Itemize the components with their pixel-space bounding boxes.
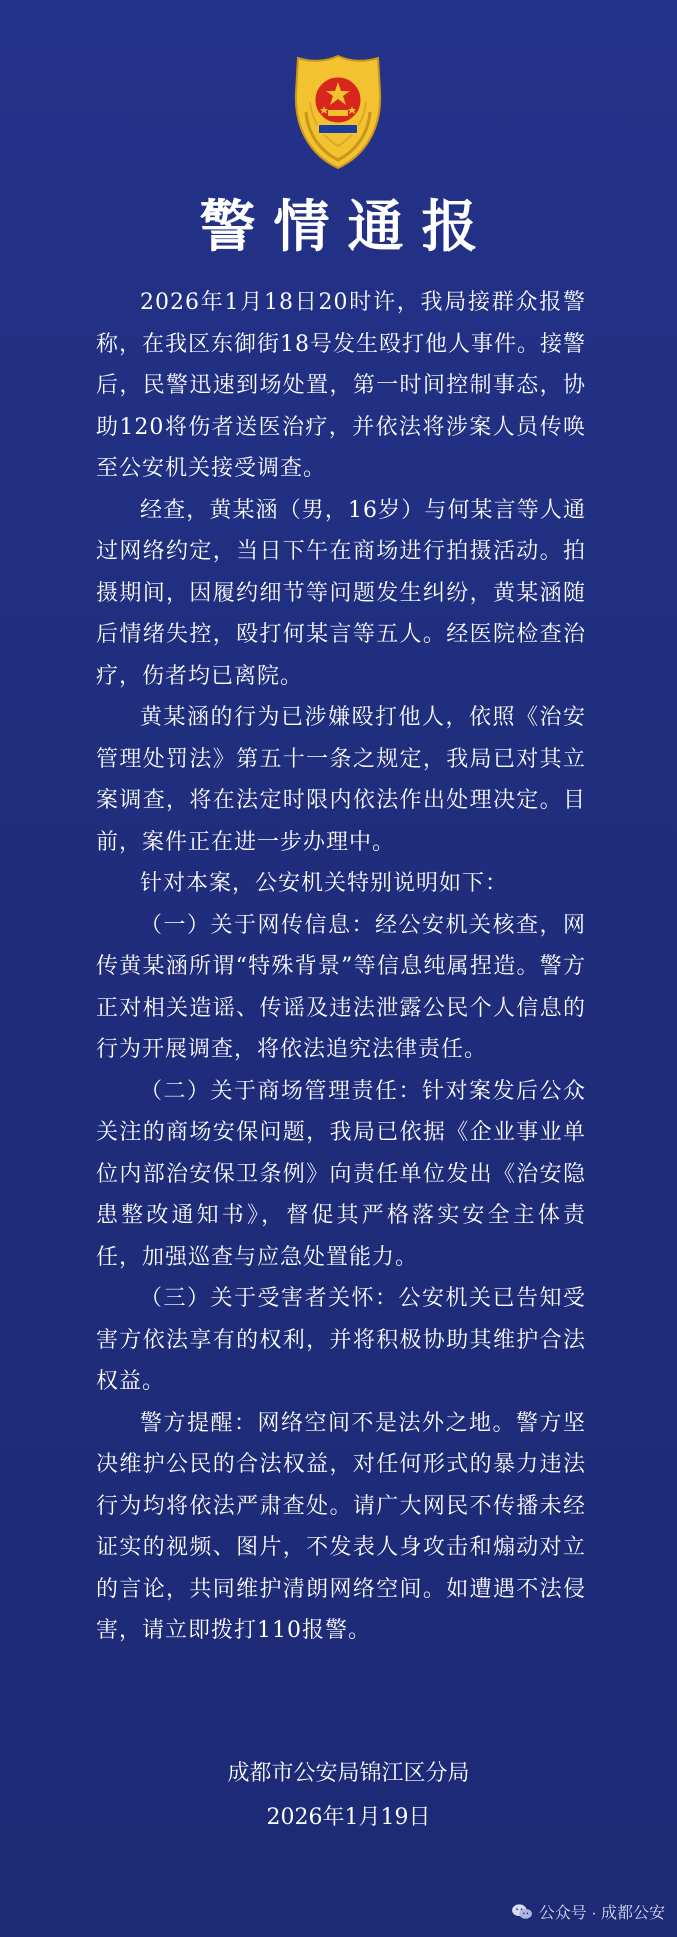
watermark-source bbox=[511, 1900, 665, 1923]
issue-date: 2026年1月19日 bbox=[266, 1805, 431, 1830]
paragraph-mall-responsibility: （二）关于商场管理责任：针对案发后公众关注的商场安保问题，我局已依据《企业事业单位内部治安保卫条例》向责任单位发出《治安隐患整改通知书》，督促其严格落实安全主体责任，加强巡查与应急处置能力。 bbox=[96, 1078, 586, 1270]
paragraph-clarification-intro: 针对本案，公安机关特别说明如下： bbox=[140, 871, 509, 896]
notice-title: 警情通报 bbox=[199, 194, 496, 260]
paragraph-investigation: 经查，黄某涵（男，16岁）与何某言等人通过网络约定，当日下午在商场进行拍摄活动。拍摄期间，因履约细节等问题发生纠纷，黄某涵随后情绪失控，殴打何某言等五人。经医院检查治疗，伤者均已离院。 bbox=[96, 497, 586, 689]
signature-block bbox=[0, 1752, 677, 1840]
paragraph-incident: 2026年1月18日20时许，我局接群众报警称，在我区东御街18号发生殴打他人事件。接警后，民警迅速到场处置，第一时间控制事态，协助120将伤者送医治疗，并依法将涉案人员传唤至公安机关接受调查。 bbox=[96, 290, 586, 481]
paragraph-online-rumors: （一）关于网传信息：经公安机关核查，网传黄某涵所谓“特殊背景”等信息纯属捏造。警方正对相关造谣、传谣及违法泄露公民个人信息的行为开展调查，将依法追究法律责任。 bbox=[96, 912, 586, 1062]
paragraph-police-reminder: 警方提醒：网络空间不是法外之地。警方坚决维护公民的合法权益，对任何形式的暴力违法行为均将依法严肃查处。请广大网民不传播未经证实的视频、图片，不发表人身攻击和煽动对立的言论，共同维护清朗网络空间。如遭遇不法侵害，请立即拨打110报警。 bbox=[96, 1410, 586, 1643]
notice-body bbox=[96, 282, 586, 1652]
police-emblem-icon bbox=[288, 52, 388, 172]
paragraph-legal-action: 黄某涵的行为已涉嫌殴打他人，依照《治安管理处罚法》第五十一条之规定，我局已对其立案调查，将在法定时限内依法作出处理决定。目前，案件正在进一步办理中。 bbox=[96, 705, 586, 855]
wechat-icon bbox=[511, 1903, 533, 1921]
paragraph-victim-care: （三）关于受害者关怀：公安机关已告知受害方依法享有的权利，并将积极协助其维护合法权益。 bbox=[96, 1286, 586, 1394]
watermark-label: 公众号 · 成都公安 bbox=[538, 1905, 665, 1922]
issuing-organization: 成都市公安局锦江区分局 bbox=[227, 1761, 470, 1786]
